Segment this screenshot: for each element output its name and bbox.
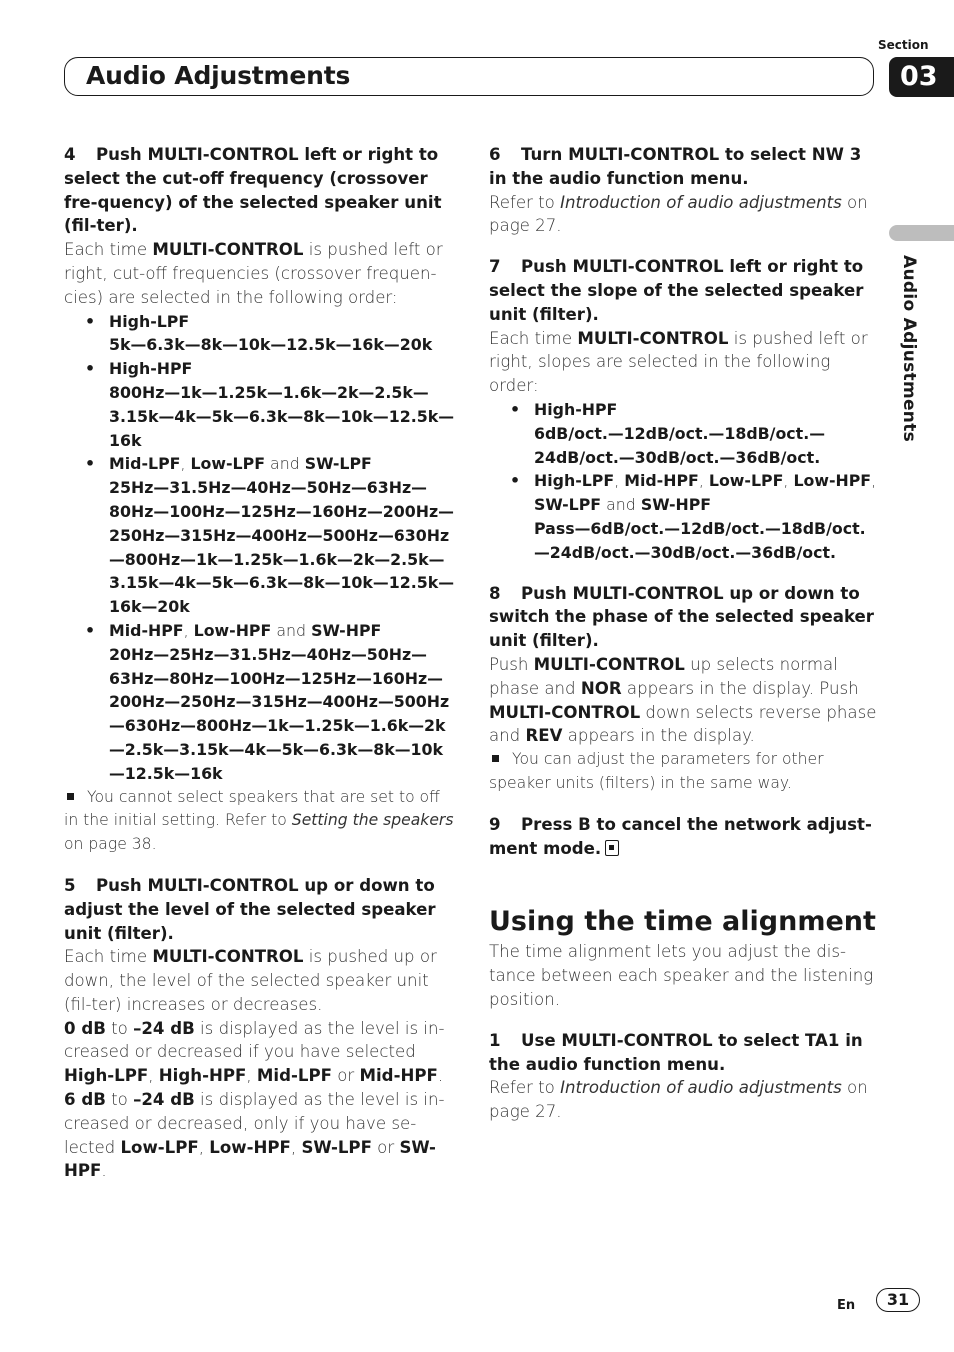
end-mark-icon [605, 840, 619, 856]
section-label: Section [878, 38, 929, 52]
step-6-title [489, 143, 879, 191]
side-tab-marker [889, 225, 954, 241]
step-number: 4 [64, 145, 76, 164]
section-number-badge: 03 [889, 57, 954, 97]
step-8-note: You can adjust the parameters for other speaker units (filters) in the same way. [489, 750, 824, 792]
step-text: Turn MULTI-CONTROL to select NW 3 in the audio function menu. [489, 145, 862, 188]
list-item: • High-LPF, Mid-HPF, Low-LPF, Low-HPF, SW-LPF and SW-HPF Pass—6dB/oct.—12dB/oct.—18dB/oct.—24dB/oct.—30dB/oct.—36dB/oct. [534, 469, 879, 564]
step-5-para-1: Each time MULTI-CONTROL is pushed up or down, the level of the selected speaker unit (fil-ter) increases or decreases. [64, 947, 437, 1014]
page-title: Audio Adjustments [86, 61, 351, 90]
step-5-title [64, 874, 454, 945]
step-8-title [489, 582, 879, 653]
step-text: Push MULTI-CONTROL up or down to adjust the level of the selected speaker unit (filter). [64, 875, 436, 943]
step-9-title [489, 813, 879, 861]
step-8-desc: Push MULTI-CONTROL up selects normal phase and NOR appears in the display. Push MULTI-CONTROL down selects reverse phase and REV appears in the display. [489, 654, 877, 746]
side-section-label: Audio Adjustments [899, 255, 919, 443]
step-4-note: You cannot select speakers that are set to off in the initial setting. Refer to Setting the speakers on page 38. [64, 787, 454, 854]
time-alignment-intro: The time alignment lets you adjust the dis-tance between each speaker and the listening position. [489, 942, 874, 1009]
step-1-title [489, 1029, 879, 1077]
step-number: 5 [64, 875, 76, 895]
section-heading: Using the time alignment [489, 906, 876, 938]
step-number: 7 [489, 257, 501, 277]
slope-list [489, 398, 879, 565]
step-number: 1 [489, 1030, 501, 1050]
step-text: Push MULTI-CONTROL up or down to switch the phase of the selected speaker unit (filter). [489, 583, 874, 651]
step-7-title [489, 255, 879, 326]
step-5-para-3: 6 dB to –24 dB is displayed as the level is in-creased or decreased, only if you have se-lected Low-LPF, Low-HPF, SW-LPF or SW-HPF. [64, 1090, 445, 1181]
right-column [489, 143, 879, 1124]
page-number: 31 [876, 1288, 920, 1312]
step-text: Press B to cancel the network adjust-ment mode. [489, 814, 872, 858]
list-item: • High-LPF 5k—6.3k—8k—10k—12.5k—16k—20k [109, 310, 454, 358]
list-item: • High-HPF 800Hz—1k—1.25k—1.6k—2k—2.5k—3.15k—4k—5k—6.3k—8k—10k—12.5k—16k [109, 357, 454, 452]
step-number: 6 [489, 145, 501, 164]
note-square-icon [67, 793, 74, 800]
step-4-title [64, 143, 454, 238]
step-number: 9 [489, 814, 501, 834]
crossover-frequency-list [64, 310, 454, 786]
step-text: Push MULTI-CONTROL left or right to select the slope of the selected speaker unit (filter). [489, 257, 864, 324]
step-text: Use MULTI-CONTROL to select TA1 in the audio function menu. [489, 1030, 863, 1074]
step-6-ref: Refer to Introduction of audio adjustments on page 27. [489, 192, 868, 236]
list-item: • High-HPF 6dB/oct.—12dB/oct.—18dB/oct.—24dB/oct.—30dB/oct.—36dB/oct. [534, 398, 879, 469]
list-item: • Mid-HPF, Low-HPF and SW-HPF 20Hz—25Hz—31.5Hz—40Hz—50Hz—63Hz—80Hz—100Hz—125Hz—160Hz—200Hz—250Hz—315Hz—400Hz—500Hz—630Hz—800Hz—1k—1.25k—1.6k—2k—2.5k—3.15k—4k—5k—6.3k—8k—10k—12.5k—16k [109, 619, 454, 786]
list-item: • Mid-LPF, Low-LPF and SW-LPF 25Hz—31.5Hz—40Hz—50Hz—63Hz—80Hz—100Hz—125Hz—160Hz—200Hz—250Hz—315Hz—400Hz—500Hz—630Hz—800Hz—1k—1.25k—1.6k—2k—2.5k—3.15k—4k—5k—6.3k—8k—10k—12.5k—16k—20k [109, 452, 454, 619]
step-5-para-2: 0 dB to –24 dB is displayed as the level is in-creased or decreased if you have selected High-LPF, High-HPF, Mid-LPF or Mid-HPF. [64, 1018, 445, 1086]
step-text: Push MULTI-CONTROL left or right to select the cut-off frequency (crossover fre-quency) of the selected speaker unit (fil-ter). [64, 145, 442, 236]
step-7-desc: Each time MULTI-CONTROL is pushed left or right, slopes are selected in the following order: [489, 328, 868, 396]
step-1-ref: Refer to Introduction of audio adjustments on page 27. [489, 1078, 868, 1122]
left-column [64, 143, 454, 1183]
step-4-desc: Each time MULTI-CONTROL is pushed left or right, cut-off frequencies (crossover frequen-cies) are selected in the following order: [64, 240, 443, 307]
note-square-icon [492, 755, 499, 762]
step-number: 8 [489, 583, 501, 603]
language-label: En [837, 1298, 856, 1313]
